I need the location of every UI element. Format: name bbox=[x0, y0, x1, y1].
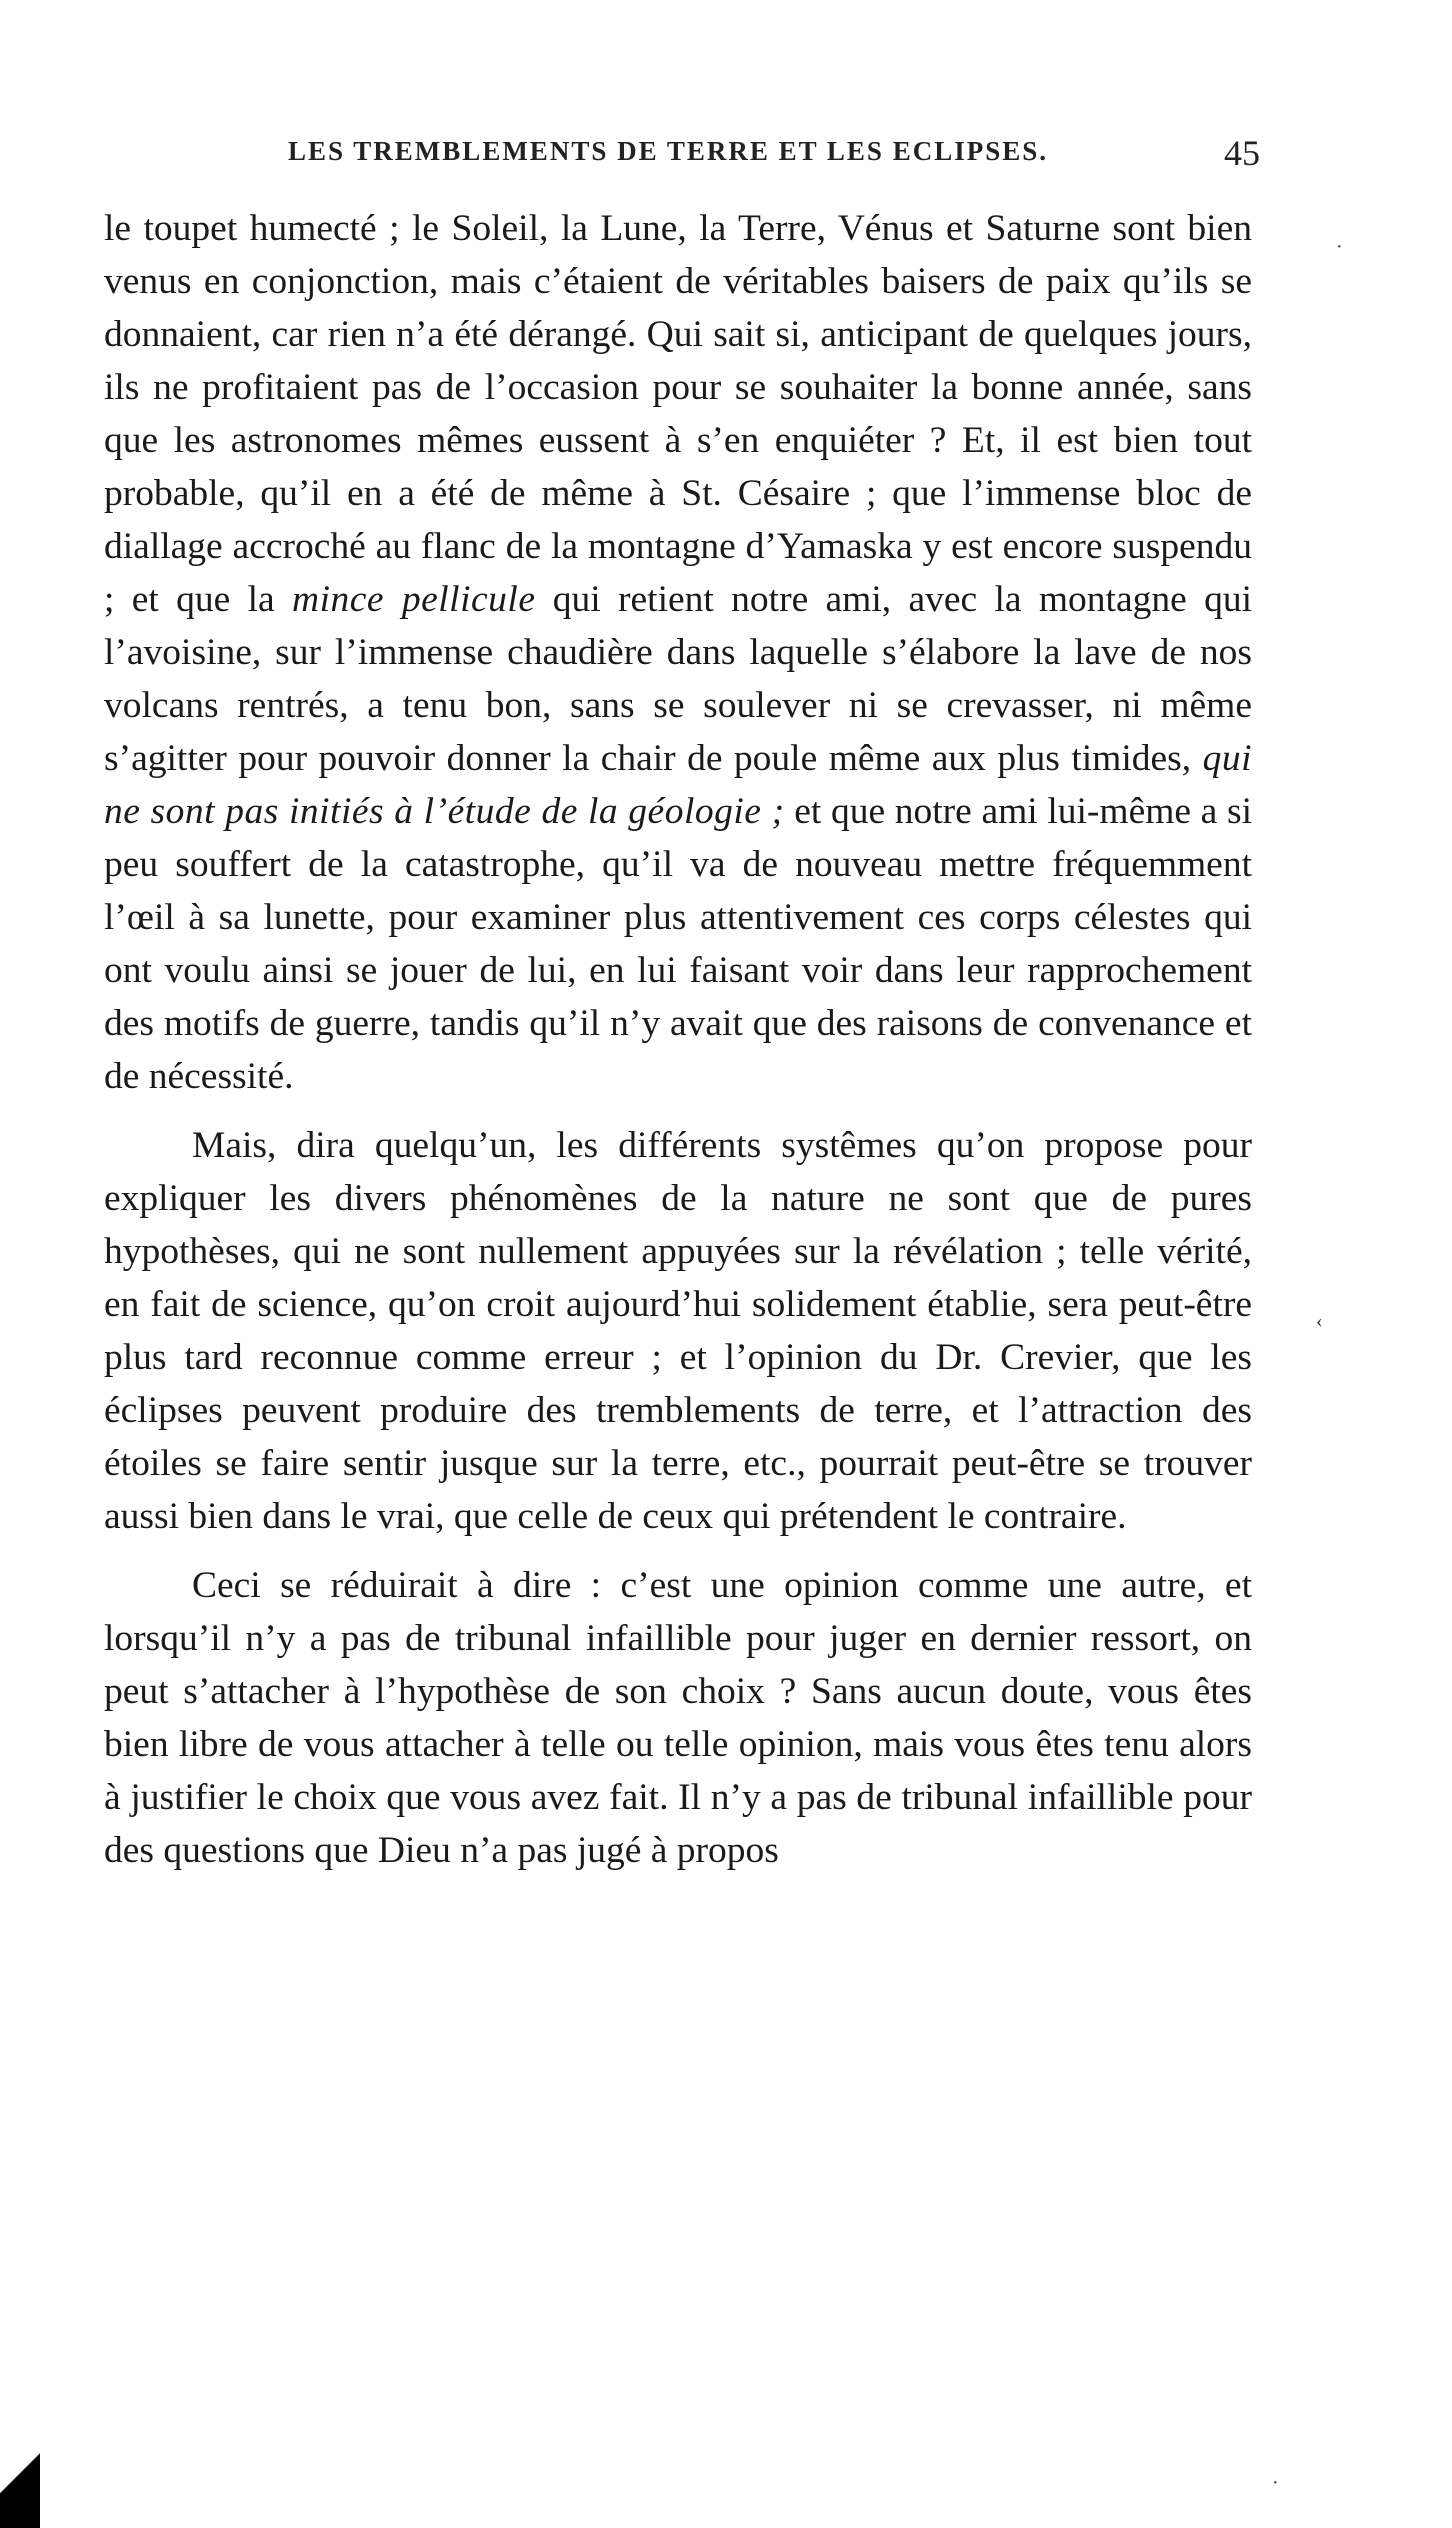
paragraph-1-text-a: le toupet humecté ; le Soleil, la Lune, la Terre, Vénus et Saturne sont bien venus en conjonction, mais c’étaient de véritables baisers de paix qu’ils se donnaient, car rien n’a été dérangé. Qui sait si, anticipant de quelques jours, ils ne profitaient pas de l’occasion pour se souhaiter la bonne année, sans que les astronomes mêmes eussent à s’en enquiéter ? Et, il est bien tout probable, qu’il en a été de même à St. Césaire ; que l’immense bloc de diallage accroché au flanc de la montagne d’Yamaska y est encore suspendu ; et que la bbox=[104, 208, 1252, 620]
running-head bbox=[100, 132, 1260, 182]
margin-speck: · bbox=[1336, 236, 1343, 258]
margin-speck: · bbox=[1272, 2472, 1279, 2494]
paragraph-1-italic-a: mince pellicule bbox=[292, 579, 536, 620]
body-text bbox=[104, 202, 1252, 1877]
paragraph-3: Ceci se réduirait à dire : c’est une opinion comme une autre, et lorsqu’il n’y a pas de tribunal infaillible pour juger en dernier ressort, on peut s’attacher à l’hypothèse de son choix ? Sans aucun doute, vous êtes bien libre de vous attacher à telle ou telle opinion, mais vous êtes tenu alors à justifier le choix que vous avez fait. Il n’y a pas de tribunal infaillible pour des questions que Dieu n’a pas jugé à propos bbox=[104, 1565, 1252, 1871]
scan-edge-shadow bbox=[0, 2400, 40, 2528]
page-number: 45 bbox=[1224, 133, 1260, 173]
paragraph-2: Mais, dira quelqu’un, les différents systêmes qu’on propose pour expliquer les divers phénomènes de la nature ne sont que de pures hypothèses, qui ne sont nullement appuyées sur la révélation ; telle vérité, en fait de science, qu’on croit aujourd’hui solidement établie, sera peut-être plus tard reconnue comme erreur ; et l’opinion du Dr. Crevier, que les éclipses peuvent produire des tremblements de terre, et l’attraction des étoiles se faire sentir jusque sur la terre, etc., pourrait peut-être se trouver aussi bien dans le vrai, que celle de ceux qui prétendent le contraire. bbox=[104, 1125, 1252, 1537]
paragraph-1-italic-b: qui ne sont pas initiés à l’étude de la géologie ; bbox=[104, 738, 1252, 832]
paragraph-1-text-c: et que notre ami lui-même a si peu souffert de la catastrophe, qu’il va de nouveau mettre fréquemment l’œil à sa lunette, pour examiner plus attentivement ces corps célestes qui ont voulu ainsi se jouer de lui, en lui faisant voir dans leur rapprochement des motifs de guerre, tandis qu’il n’y avait que des raisons de convenance et de nécessité. bbox=[104, 791, 1252, 1097]
margin-speck: ‹ bbox=[1316, 1310, 1323, 1332]
paragraph-1-text-b: qui retient notre ami, avec la montagne qui l’avoisine, sur l’immense chaudière dans laquelle s’élabore la lave de nos volcans rentrés, a tenu bon, sans se soulever ni se crevasser, ni même s’agitter pour pouvoir donner la chair de poule même aux plus timides, bbox=[104, 579, 1252, 779]
running-title: LES TREMBLEMENTS DE TERRE ET LES ECLIPSES. bbox=[288, 136, 1049, 166]
paragraph-1 bbox=[104, 202, 1252, 1103]
